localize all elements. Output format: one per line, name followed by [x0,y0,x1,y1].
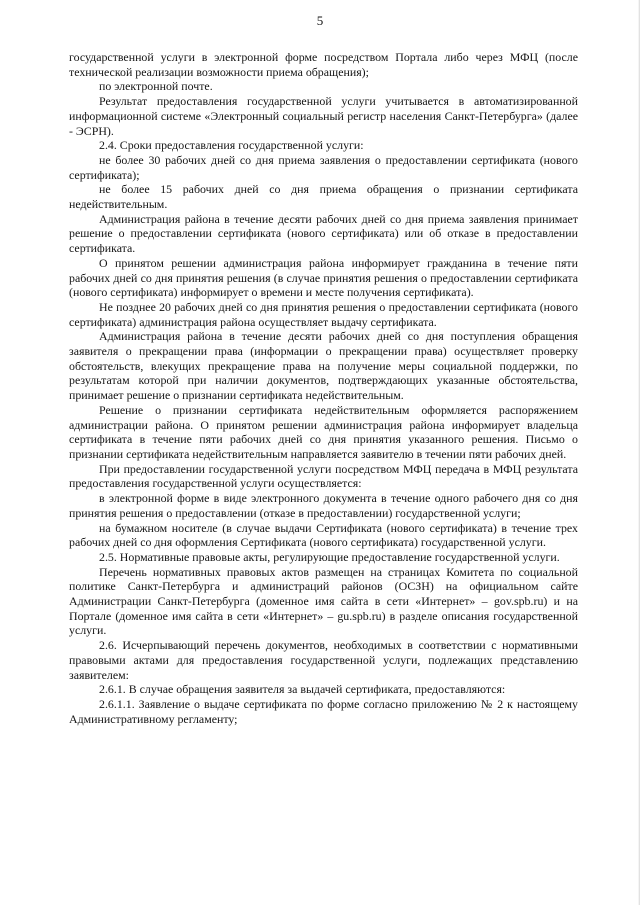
paragraph-6: не более 15 рабочих дней со дня приема обращения о признании сертификата недействительным. [69,182,578,212]
paragraph-9: Не позднее 20 рабочих дней со дня принятия решения о предоставлении сертификата (нового сертификата) администрация района осуществляет выдачу сертификата. [69,299,578,329]
paragraph-11: Решение о признании сертификата недействительным оформляется распоряжением администрации района. О принятом решении администрация района информирует владельца сертификата в течение пяти рабочих дней со дня принятия указанного решения. Письмо о признании сертификата недействительным направляется заявителю в течении пяти рабочих дней. [69,402,578,461]
page-number: 5 [316,13,324,28]
document-body [69,50,578,726]
paragraph-2: по электронной почте. [99,79,213,94]
paragraph-4: 2.4. Сроки предоставления государственной услуги: [99,138,364,153]
paragraph-8: О принятом решении администрация района информирует гражданина в течение пяти рабочих дней со дня принятия решения (в случае принятия решения о предоставлении сертификата (нового сертификата) информирует о времени и месте получения сертификата). [69,255,578,300]
paragraph-10: Администрация района в течение десяти рабочих дней со дня поступления обращения заявителя о прекращении права (информации о прекращении права) осуществляет проверку обстоятельств, влекущих прекращение права на получение меры социальной поддержки, по результатам которой при наличии документов, подтверждающих указанные обстоятельства, принимает решение о признании сертификата недействительным. [69,329,578,403]
paragraph-18: 2.6.1. В случае обращения заявителя за выдачей сертификата, предоставляются: [99,682,506,697]
paragraph-5: не более 30 рабочих дней со дня приема заявления о предоставлении сертификата (нового сертификата); [69,152,578,182]
paragraph-13: в электронной форме в виде электронного документа в течение одного рабочего дня со дня принятия решения о предоставлении (отказе в предоставлении) государственной услуги; [69,491,578,520]
paragraph-12: При предоставлении государственной услуги посредством МФЦ передача в МФЦ результата предоставления государственной услуги осуществляется: [69,461,578,491]
paragraph-1: государственной услуги в электронной форме посредством Портала либо через МФЦ (после технической реализации возможности приема обращения); [69,50,578,79]
paragraph-7: Администрация района в течение десяти рабочих дней со дня приема заявления принимает решение о предоставлении сертификата (нового сертификата) или об отказе в предоставлении сертификата. [69,211,578,256]
paragraph-14: на бумажном носителе (в случае выдачи Сертификата (нового сертификата) в течение трех рабочих дней со дня оформления Сертификата (нового сертификата) государственной услуги. [69,520,578,550]
paragraph-16: Перечень нормативных правовых актов размещен на страницах Комитета по социальной политике Санкт-Петербурга и администраций районов (ОСЗН) на официальном сайте Администрации Санкт-Петербурга (доменное имя сайта в сети «Интернет» – gov.spb.ru) и на Портале (доменное имя сайта в сети «Интернет» – gu.spb.ru) в разделе описания государственной услуги. [69,564,578,638]
paragraph-15: 2.5. Нормативные правовые акты, регулирующие предоставление государственной услуги. [99,549,560,564]
paragraph-19: 2.6.1.1. Заявление о выдаче сертификата по форме согласно приложению № 2 к настоящему Административному регламенту; [69,696,578,726]
paragraph-17: 2.6. Исчерпывающий перечень документов, необходимых в соответствии с нормативными правовыми актами для предоставления государственной услуги, подлежащих представлению заявителем: [69,638,578,682]
paragraph-3: Результат предоставления государственной услуги учитывается в автоматизированной информационной системе «Электронный социальный регистр населения Санкт-Петербурга» (далее - ЭСРН). [69,94,578,138]
